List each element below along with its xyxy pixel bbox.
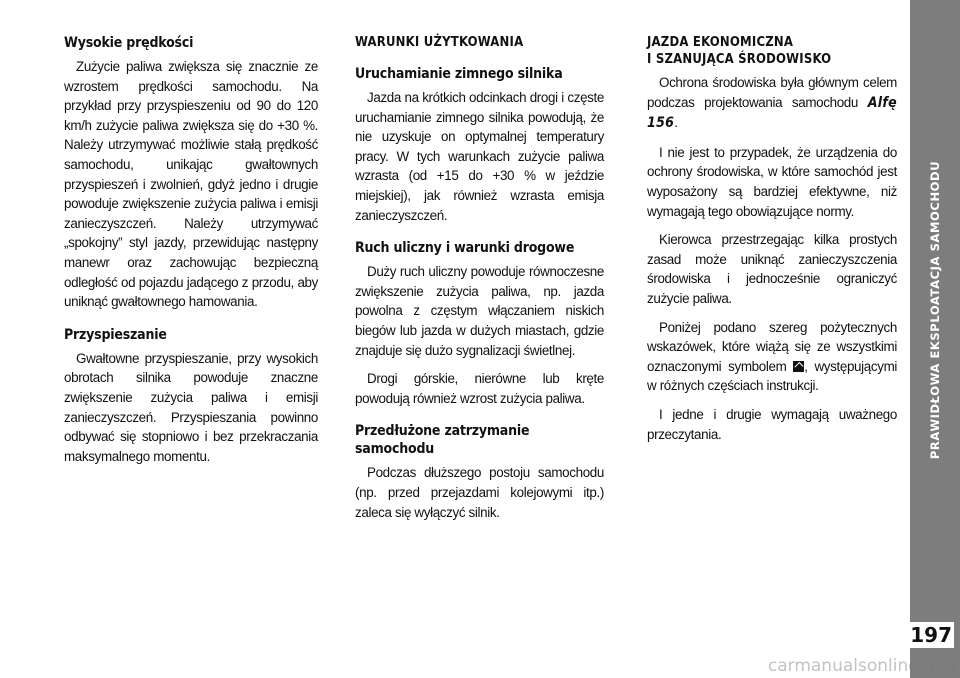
paragraph-high-speed: Zużycie paliwa zwiększa się znacznie ze wzrostem prędkości samochodu. Na przykład przy przyspieszeniu od 90 do 120 km/h zużycie paliwa zwiększa się do +30 %. Należy utrzymywać możliwie stałą prędkość samochodu, unikając gwałtownych przyspieszeń i zwolnień, gdyż jedno i drugie powoduje zwiększenie zużycia paliwa i emisji zanieczyszczeń. Należy utrzymywać „spokojny” styl jazdy, przewidując następny manewr oraz zachowując bezpieczną odległość od pojazdu jadącego z przodu, aby uniknąć gwałtownego hamowania. bbox=[64, 59, 318, 310]
column-left bbox=[64, 34, 318, 466]
paragraph-acceleration: Gwałtowne przyspieszanie, przy wysokich obrotach silnika powoduje znaczne zwiększenie zużycia paliwa i emisji zanieczyszczeń. Przyspieszania powinno odbywać się stopniowo i bez przekraczania maksymalnego momentu. bbox=[64, 350, 318, 464]
heading-cold-start: Uruchamianie zimnego silnika bbox=[355, 66, 563, 82]
vertical-section-title-text: PRAWIDŁOWA EKSPLOATACJA SAMOCHODU bbox=[928, 160, 942, 460]
environment-symbol-icon bbox=[793, 361, 804, 372]
section-title-usage-conditions: WARUNKI UŻYTKOWANIA bbox=[355, 35, 524, 50]
paragraph-traffic: Duży ruch uliczny powoduje równoczesne zwiększenie zużycia paliwa, np. jazda powolna z częstym włączaniem niskich biegów lub jazda w dużych miastach, gdzie znajduje się dużo sygnalizacji świetlnej. bbox=[355, 264, 604, 358]
heading-prolonged-stop: Przedłużone zatrzymanie samochodu bbox=[355, 423, 530, 458]
paragraph-environment-text: Ochrona środowiska była głównym celem podczas projektowania samochodu bbox=[647, 75, 897, 110]
paragraph-symbol-tips bbox=[647, 318, 897, 396]
section-title-eco-driving bbox=[647, 34, 897, 68]
heading-traffic: Ruch uliczny i warunki drogowe bbox=[355, 240, 575, 257]
paragraph-driver-rules: Kierowca przestrzegając kilka prostych zasad może uniknąć zanieczyszczenia środowiska i jednocześnie ograniczyć zużycie paliwa. bbox=[647, 232, 897, 306]
paragraph-environment-end: . bbox=[674, 115, 678, 131]
paragraph-mountain-roads: Drogi górskie, nierówne lub kręte powodują również wzrost zużycia paliwa. bbox=[355, 371, 604, 406]
paragraph-cold-start: Jazda na krótkich odcinkach drogi i częste uruchamianie zimnego silnika powodują, że nie uzyskuje on optymalnej temperatury pracy. W tych warunkach zużycie paliwa wzrasta (od +15 do +30 % w jeździe miejskiej), jak również wzrasta emisja zanieczyszczeń. bbox=[355, 90, 604, 223]
column-right bbox=[647, 34, 897, 444]
section-title-line1: JAZDA EKONOMICZNA bbox=[647, 35, 794, 50]
page-number: 197 bbox=[910, 623, 952, 647]
paragraph-symbol-tips-start: Poniżej podano szereg pożytecznych wskazówek, które wiążą się ze wszystkimi oznaczonymi symbolem bbox=[647, 319, 897, 374]
watermark: carmanualsonline.info bbox=[767, 656, 956, 676]
paragraph-equipment: I nie jest to przypadek, że urządzenia do ochrony środowiska, w które samochód jest wyposażony są bardziej efektywne, niż wymagają tego obowiązujące normy. bbox=[647, 144, 897, 219]
paragraph-environment bbox=[647, 73, 897, 134]
paragraph-prolonged-stop: Podczas dłuższego postoju samochodu (np. przed przejazdami kolejowymi itp.) zaleca się wyłączyć silnik. bbox=[355, 465, 604, 520]
side-tab bbox=[910, 0, 960, 678]
vertical-section-title bbox=[910, 0, 960, 620]
section-title-line2: I SZANUJĄCA ŚRODOWISKO bbox=[647, 52, 832, 67]
heading-acceleration: Przyspieszanie bbox=[64, 326, 167, 343]
heading-high-speed: Wysokie prędkości bbox=[64, 35, 194, 51]
column-middle bbox=[355, 34, 604, 522]
paragraph-symbol-tips-end: , występującymi w różnych częściach instrukcji. bbox=[647, 358, 897, 394]
paragraph-read-carefully: I jedne i drugie wymagają uważnego przeczytania. bbox=[647, 406, 897, 442]
brand-name: Alfę 156 bbox=[647, 94, 898, 132]
